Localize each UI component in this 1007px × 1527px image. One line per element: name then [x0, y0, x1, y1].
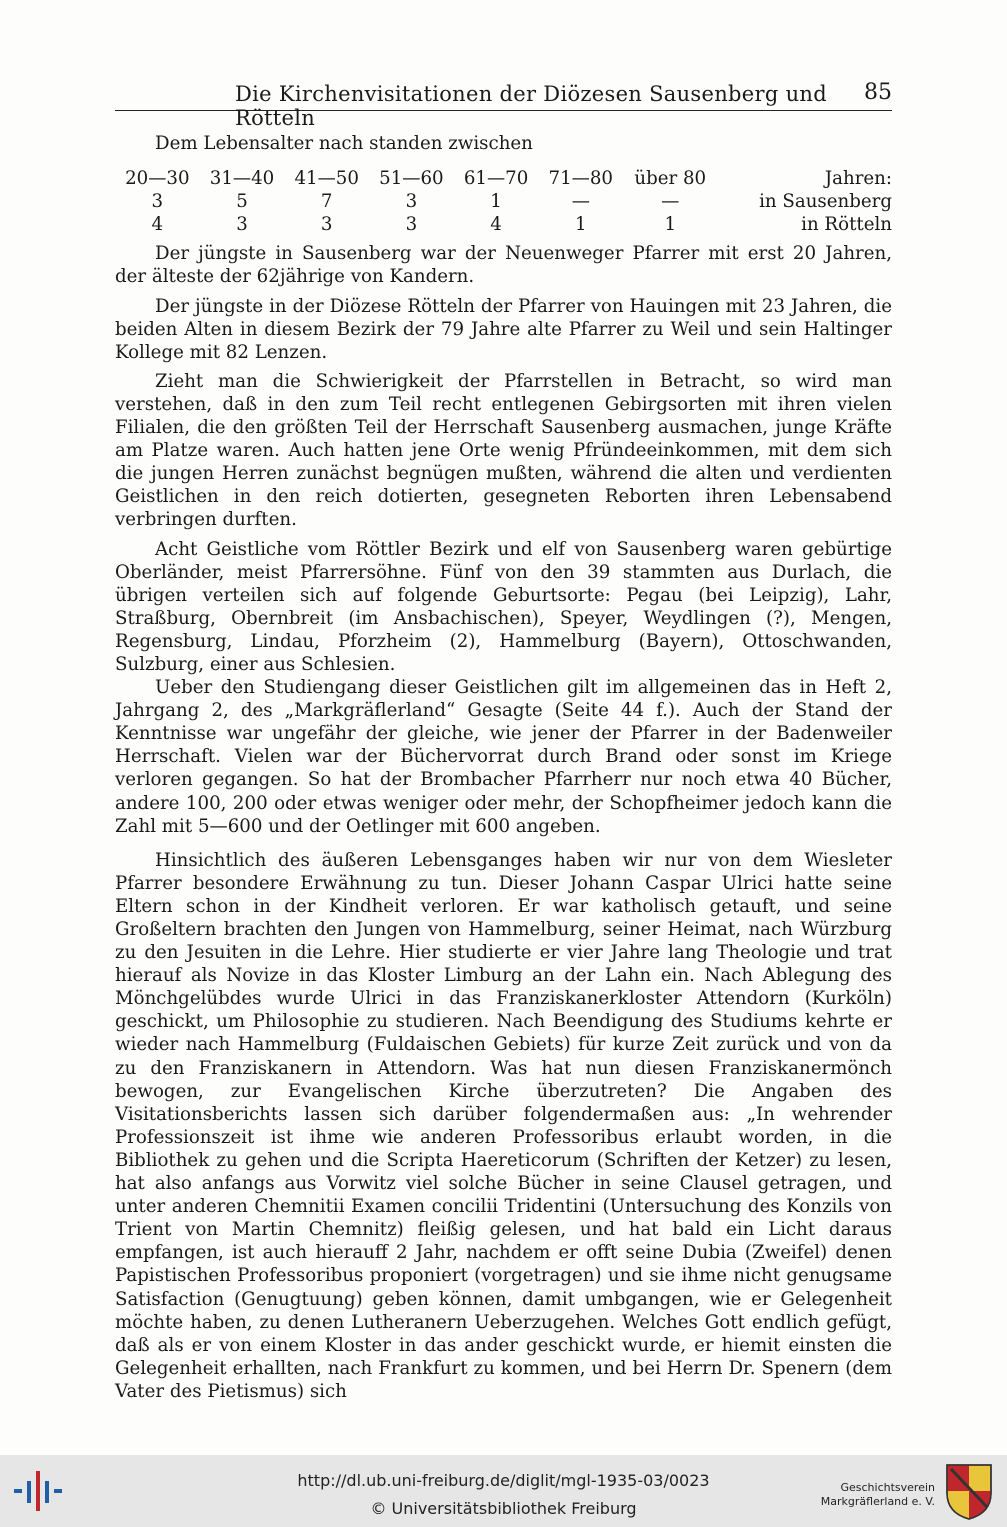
table-intro: Dem Lebensalter nach standen zwischen [155, 133, 533, 154]
age-cell: 5 [236, 191, 248, 213]
paragraph: Acht Geistliche vom Röttler Bezirk und elf von Sausenberg waren gebürtige Oberländer, meist Pfarrersöhne. Fünf von den 39 stammten aus Durlach, die übrigen verteilen sich auf folgende Geburtsorte: Pegau (bei Leipzig), Lahr, Straßburg, Obernbreit (im Ansbachischen), Speyer, Weydlingen (?), Mengen, Regensburg, Lindau, Pforzheim (2), Hammelburg (Bayern), Ottoschwanden, Sulzburg, einer aus Schlesien. [115, 538, 892, 675]
age-header: 61—70 [463, 168, 529, 190]
age-row-label: in Sausenberg [759, 191, 892, 213]
age-row-label: in Rötteln [801, 214, 892, 236]
body-text [115, 132, 892, 1403]
age-cell: 1 [574, 214, 587, 236]
age-table [115, 167, 892, 236]
society-line: Geschichtsverein [840, 1481, 935, 1494]
age-header: über 80 [634, 168, 707, 190]
age-cell: — [661, 191, 680, 213]
coat-of-arms-icon[interactable] [945, 1463, 993, 1521]
copyright-text: © Universitätsbibliothek Freiburg [370, 1499, 637, 1518]
page-number: 85 [864, 80, 892, 105]
age-header: 20—30 [125, 168, 190, 190]
society-line: Markgräflerland e. V. [820, 1495, 935, 1508]
age-cell: 7 [320, 191, 333, 213]
age-header-unit: Jahren: [824, 168, 892, 190]
age-cell: 3 [405, 214, 418, 236]
age-cell: 3 [320, 214, 333, 236]
age-cell: — [571, 191, 590, 213]
paragraph: Zieht man die Schwierigkeit der Pfarrstellen in Betracht, so wird man verstehen, daß in den zum Teil recht entlegenen Gebirgsorten mit ihren vielen Filialen, die den größten Teil der Herrschaft Sausenberg ausmachen, junge Kräfte am Platze waren. Auch hatten jene Orte wenig Pfründeeinkommen, mit dem sich die jungen Herren zunächst begnügen mußten, während die alten und verdienten Geistlichen in den reich dotierten, gesegneten Reborten ihren Lebensabend verbringen durften. [115, 370, 892, 531]
running-header [115, 80, 892, 130]
paragraph: Der jüngste in der Diözese Rötteln der Pfarrer von Hauingen mit 23 Jahren, die beiden Alten in diesem Bezirk der 79 Jahre alte Pfarrer zu Weil und sein Haltinger Kollege mit 82 Lenzen. [115, 295, 892, 363]
age-header: 71—80 [548, 168, 614, 190]
age-header: 31—40 [209, 168, 275, 190]
viewer-footer [0, 1455, 1007, 1527]
permalink-url[interactable]: http://dl.ub.uni-freiburg.de/diglit/mgl-1935-03/0023 [297, 1471, 710, 1490]
age-table-header-row [115, 167, 892, 190]
society-name [821, 1481, 935, 1509]
age-cell: 3 [151, 191, 164, 213]
paragraph: Ueber den Studiengang dieser Geistlichen gilt im allgemeinen das in Heft 2, Jahrgang 2, des „Markgräflerland“ Gesagte (Seite 44 f.). Auch der Stand der Kenntnisse war ungefähr der gleiche, wie jener der Pfarrer in der Badenweiler Herrschaft. Vielen war der Büchervorrat durch Brand oder sonst im Kriege verloren gegangen. So hat der Brombacher Pfarrherr nur noch etwa 40 Bücher, andere 100, 200 oder etwas weniger oder mehr, der Schopfheimer jedoch kann die Zahl mit 5—600 und der Oetlinger mit 600 angeben. [115, 677, 892, 837]
age-cell: 4 [151, 214, 164, 236]
age-table-row [115, 190, 892, 213]
paragraph: Hinsichtlich des äußeren Lebensganges haben wir nur von dem Wiesleter Pfarrer besondere Erwähnung zu tun. Dieser Johann Caspar Ulrici hatte seine Eltern schon in der Kindheit verloren. Er war katholisch getauft, und seine Großeltern brachten den Jungen von Hammelburg, seiner Heimat, nach Würzburg zu den Jesuiten in die Lehre. Hier studierte er vier Jahre lang Theologie und trat hierauf als Novize in das Kloster Limburg an der Lahn ein. Nach Ablegung des Mönchgelübdes wurde Ulrici in das Franziskanerkloster Attendorn (Kurköln) geschickt, um Philosophie zu studieren. Nach Beendigung des Studiums kehrte er wieder nach Hammelburg (Fuldaischen Gebiets) für kurze Zeit zurück und von da zu den Franziskanern in Attendorn. Was hat nun diesen Franziskanermönch bewogen, zur Evangelischen Kirche überzutreten? Die Angaben des Visitationsberichts lassen sich darüber folgendermaßen aus: „In wehrender Professionszeit ist ihme wie anderen Professoribus erlaubt worden, in die Bibliothek zu gehen und die Scripta Haereticorum (Schriften der Ketzer) zu lesen, hat also anfangs aus Vorwitz viel solche Bücher in seine Clausel getragen, und unter anderen Chemnitii Examen concilii Tridentini (Untersuchung des Konzils von Trient von Martin Chemnitz) fleißig gelesen, und hat bald ein Licht daraus empfangen, ist auch hierauff 2 Jahr, nachdem er offt seine Dubia (Zweifel) denen Papistischen Professoribus proponiert (vorgetragen) und sie ihme nicht genugsame Satisfaction (Genugtuung) geben können, damit umbgangen, wie er Gelegenheit möchte haben, zu denen Lutheranern Ueberzugehen. Welches Gott endlich gefügt, daß als er von einem Kloster in das ander geschickt wurde, er hiemit einsten die Gelegenheit erhallten, nach Frankfurt zu kommen, und bei Herrn Dr. Spenern (dem Vater des Pietismus) sich [115, 849, 892, 1402]
age-table-row [115, 213, 892, 236]
age-cell: 4 [490, 214, 502, 236]
age-cell: 1 [664, 214, 677, 236]
age-cell: 3 [236, 214, 248, 236]
paragraph: Der jüngste in Sausenberg war der Neuenweger Pfarrer mit erst 20 Jahren, der älteste der 62jährige von Kandern. [115, 243, 892, 288]
running-title: Die Kirchenvisitationen der Diözesen Sausenberg und Rötteln [235, 82, 827, 130]
age-cell: 3 [405, 191, 418, 213]
age-header: 51—60 [379, 168, 444, 190]
age-header: 41—50 [294, 168, 359, 190]
age-cell: 1 [490, 191, 502, 213]
